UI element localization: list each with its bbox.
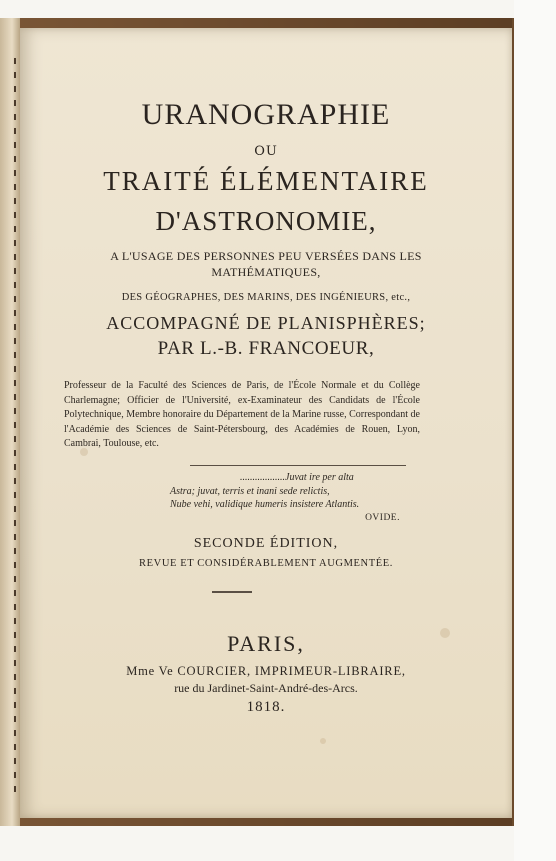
edition-line: SECONDE ÉDITION, — [193, 536, 339, 551]
epigraph — [170, 471, 400, 525]
year-line: 1818. — [246, 699, 286, 715]
epigraph-line-2: Astra; juvat, terris et inani sede relictis, — [170, 485, 330, 497]
usage-line-2: MATHÉMATIQUES, — [211, 265, 321, 279]
usage-line-1: A L'USAGE DES PERSONNES PEU VERSÉES DANS LES — [110, 249, 422, 263]
binding-stitches — [14, 58, 16, 798]
epigraph-attribution: OVIDE. — [365, 512, 400, 523]
address-line: rue du Jardinet-Saint-André-des-Arcs. — [174, 681, 358, 695]
title-conjunction: OU — [254, 144, 278, 159]
epigraph-line-3: Nube vehi, validique humeris insistere Atlantis. — [170, 499, 360, 510]
foxing-spot — [320, 738, 326, 744]
book — [0, 18, 514, 826]
city-line: PARIS, — [227, 631, 305, 656]
subtitle-line-1: TRAITÉ ÉLÉMENTAIRE — [103, 166, 429, 196]
epigraph-line-1: ..................Juvat ire per alta — [240, 472, 354, 483]
author-line: PAR L.-B. FRANCOEUR, — [157, 338, 375, 359]
revision-line: REVUE ET CONSIDÉRABLEMENT AUGMENTÉE. — [139, 558, 393, 569]
epigraph-rule — [190, 465, 406, 466]
accompanied-line: ACCOMPAGNÉ DE PLANISPHÈRES; — [106, 313, 426, 333]
author-credentials: Professeur de la Faculté des Sciences de Paris, de l'École Normale et du Collège Charlemagne; Officier de l'Université, ex-Examinateur des Candidats de l'École Polytechnique, Membre honoraire du Département de la Marine russe, Correspondant de l'Académie des Sciences de Saint-Pétersbourg, des Académies de Rouen, Lyon, Cambrai, Toulouse, etc. — [64, 380, 420, 450]
subtitle-line-2: D'ASTRONOMIE, — [155, 206, 377, 236]
background-margin — [514, 0, 556, 861]
audience-line: DES GÉOGRAPHES, DES MARINS, DES INGÉNIEURS, etc., — [121, 292, 411, 303]
title-page — [20, 28, 512, 818]
book-spine — [0, 18, 20, 826]
section-divider — [212, 591, 252, 593]
publisher-line: Mme Ve COURCIER, IMPRIMEUR-LIBRAIRE, — [126, 664, 406, 678]
book-title: URANOGRAPHIE — [141, 98, 391, 131]
